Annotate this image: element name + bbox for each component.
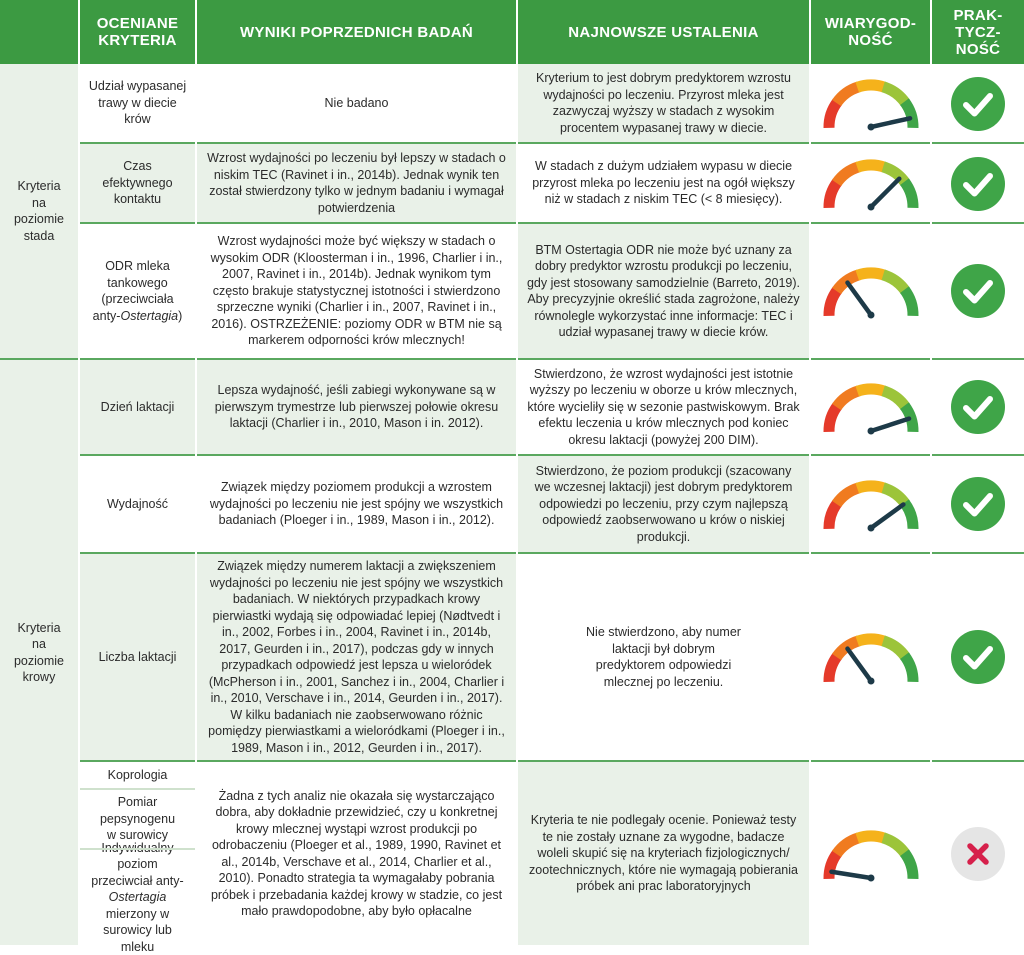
previous-odr-milk: Wzrost wydajności może być większy w stadach o wysokim ODR (Kloosterman i in., 1996, Charlier i in., 2007, Ravinet i in., 2014b). Jednak wynikom tym często brakuje statystycznej istotności i stwierdzono sprzeczne wyniki (Charlier i in., 2007, Ravinet i in., 2016). OSTRZEŻENIE: poziomy ODR w BTM nie są markerem odporności krów mlecznych! xyxy=(197,224,516,358)
gauge-needle xyxy=(847,283,871,315)
column-separator xyxy=(516,0,518,945)
criterion-odr-milk xyxy=(80,224,195,358)
group-divider xyxy=(0,358,1024,360)
practicality-badge xyxy=(950,629,1006,685)
column-separator xyxy=(809,0,811,945)
header-reliability: WIARYGOD-NOŚĆ xyxy=(811,0,930,64)
gauge-segment xyxy=(829,290,838,316)
gauge-segment xyxy=(857,85,885,87)
gauge-needle xyxy=(871,419,909,431)
gauge-hub xyxy=(868,525,875,532)
criterion-yield: Wydajność xyxy=(80,456,195,552)
reliability-gauge xyxy=(818,71,924,135)
latest-yield: Stwierdzono, że poziom produkcji (szacowany we wczesnej laktacji) jest dobrym predyktorem odpowiedzi po leczeniu, przy czym najlepszą odpowiedź zaobserwowano u krów o niskiej produkcji. xyxy=(518,456,809,552)
gauge-needle xyxy=(871,118,910,127)
previous-lactation-number: Związek między numerem laktacji a zwiększeniem wydajności po leczeniu nie jest spójny we wszystkich badaniach. W niektórych przypadkach krowy pierwiastki wydają się odpowiadać lepiej (Nødtvedt i in., 2002, Forbes i in., 2004, Ravinet i in., 2014b, 2017, Geurden i in., 2017), podczas gdy w innych przypadkach odpowiedź jest lepsza u wieloródek (McPherson i in., 2001, Sanchez i in., 2004, Charlier i in., 2010, Verschave i in., 2014, Geurden i in., 2017). W kilku badaniach nie zaobserwowano różnic pomiędzy pierwiastkami a wieloródkami (Ploeger i in., 1989, Mason i in., 2012, Geurden i in., 2017). xyxy=(197,554,516,760)
row-divider xyxy=(80,454,1024,456)
practicality-badge xyxy=(950,826,1006,882)
gauge-segment xyxy=(883,641,905,657)
check-circle xyxy=(951,380,1005,434)
group-herd-label: Kryteria na poziomie stada xyxy=(0,64,78,358)
criterion-antibody-tail: mierzony w surowicy lub mleku xyxy=(103,906,172,954)
reliability-gauge xyxy=(818,259,924,323)
gauge-segment xyxy=(857,639,885,641)
criterion-odr-italic: Ostertagia xyxy=(120,308,179,323)
previous-lactation-day: Lepsza wydajność, jeśli zabiegi wykonywane są w pierwszym trymestrze lub pierwszej połowie okresu laktacji (Charlier i in., 2010, Mason i in. 2012). xyxy=(197,360,516,454)
row-divider xyxy=(80,760,1024,762)
gauge-needle xyxy=(847,649,871,681)
gauge-segment xyxy=(837,167,859,183)
row-divider xyxy=(80,222,1024,224)
gauge-hub xyxy=(868,875,875,882)
latest-contact-time: W stadach z dużym udziałem wypasu w diecie przyrost mleka po leczeniu jest na ogół większy niż w stadach z niskim TEC (< 8 miesięcy). xyxy=(518,144,809,222)
latest-lab-tests: Kryteria te nie podlegały ocenie. Ponieważ testy te nie zostały uznane za wygodne, badacze woleli skupić się na kryteriach fizjologicznych/ zootechnicznych, które nie wymagają pobierania próbek ani prac laboratoryjnych xyxy=(518,762,809,945)
reliability-gauge xyxy=(818,625,924,689)
row-divider xyxy=(80,788,195,790)
gauge-segment xyxy=(837,488,859,504)
gauge-needle xyxy=(831,872,871,878)
latest-grass-share: Kryterium to jest dobrym predyktorem wzrostu wydajności po leczeniu. Przyrost mleka jest zazwyczaj wyższy w stadach z wysokim procentem wypasanej trawy w diecie. xyxy=(518,64,809,142)
latest-lactation-number: Nie stwierdzono, aby numer laktacji był dobrym predyktorem odpowiedzi mlecznej po leczeniu. xyxy=(518,554,809,760)
criterion-antibody-italic: Ostertagia xyxy=(108,890,167,905)
gauge-hub xyxy=(868,678,875,685)
gauge-segment xyxy=(904,503,913,529)
criterion-contact-time: Czas efektywnego kontaktu xyxy=(80,144,195,222)
criterion-antibody-level xyxy=(80,850,195,954)
gauge-hub xyxy=(868,428,875,435)
practicality-badge xyxy=(950,476,1006,532)
header-latest: NAJNOWSZE USTALENIA xyxy=(518,0,809,64)
practicality-badge xyxy=(950,76,1006,132)
reliability-gauge xyxy=(818,375,924,439)
criterion-lactation-number: Liczba laktacji xyxy=(80,554,195,760)
practicality-badge xyxy=(950,156,1006,212)
check-circle xyxy=(951,477,1005,531)
latest-lactation-day: Stwierdzono, że wzrost wydajności jest istotnie wyższy po leczeniu w oborze u krów mlecznych, które wycieliły się w sezonie pastwiskowym. Brak efektu leczenia u krów mlecznych pod koniec okresu laktacji (powyżej 200 DIM). xyxy=(518,360,809,454)
criterion-odr-text: ODR mleka tankowego (przeciwciała anty- xyxy=(92,259,174,323)
gauge-segment xyxy=(837,87,859,103)
column-separator xyxy=(195,0,197,945)
gauge-segment xyxy=(857,486,885,488)
previous-lab-tests: Żadna z tych analiz nie okazała się wystarczająco dobra, aby dokładnie przewidzieć, czy u konkretnej krowy mlecznej wystąpi wzrost produkcji po odrobaczeniu (Ploeger et al., 1989, 1990, Ravinet et al., 2014b, Verschave et al., 2014, Charlier et al., 2010). Ponadto strategia ta wymagałaby pobrania próbek i przebadania każdej krowy w stadzie, co jest mało prawdopodobne, aby było opłacalne xyxy=(197,762,516,945)
gauge-segment xyxy=(883,275,905,291)
gauge-hub xyxy=(868,204,875,211)
check-circle xyxy=(951,264,1005,318)
row-divider xyxy=(80,142,1024,144)
header-previous: WYNIKI POPRZEDNICH BADAŃ xyxy=(197,0,516,64)
gauge-hub xyxy=(868,124,875,131)
group-cow-label: Kryteria na poziomie krowy xyxy=(0,360,78,945)
practicality-badge xyxy=(950,263,1006,319)
criterion-coprology: Koprologia xyxy=(80,762,195,788)
header-blank xyxy=(0,0,78,64)
gauge-segment xyxy=(829,503,838,529)
gauge-segment xyxy=(857,836,885,838)
column-separator xyxy=(930,0,932,945)
gauge-segment xyxy=(857,273,885,275)
criterion-odr-close: ) xyxy=(178,308,183,323)
column-separator xyxy=(78,0,80,945)
gauge-segment xyxy=(829,102,838,128)
gauge-segment xyxy=(883,838,905,854)
gauge-segment xyxy=(837,391,859,407)
gauge-segment xyxy=(857,389,885,391)
gauge-segment xyxy=(904,290,913,316)
row-divider xyxy=(80,848,195,850)
gauge-segment xyxy=(904,102,913,128)
practicality-badge xyxy=(950,379,1006,435)
gauge-segment xyxy=(883,488,905,504)
gauge-segment xyxy=(904,853,913,879)
gauge-segment xyxy=(904,656,913,682)
gauge-segment xyxy=(883,391,905,407)
previous-yield: Związek między poziomem produkcji a wzrostem wydajności po leczeniu nie jest spójny we wszystkich badaniach (Ploeger i in., 1989, Mason i in., 2012). xyxy=(197,456,516,552)
gauge-segment xyxy=(829,853,838,879)
header-practicality: PRAK-TYCZ-NOŚĆ xyxy=(932,0,1024,64)
gauge-segment xyxy=(883,87,905,103)
header-criteria: OCENIANE KRYTERIA xyxy=(80,0,195,64)
gauge-segment xyxy=(829,182,838,208)
reliability-gauge xyxy=(818,472,924,536)
check-circle xyxy=(951,630,1005,684)
reliability-gauge xyxy=(818,822,924,886)
gauge-needle xyxy=(871,179,899,207)
gauge-hub xyxy=(868,312,875,319)
gauge-segment xyxy=(837,838,859,854)
gauge-segment xyxy=(829,656,838,682)
gauge-segment xyxy=(829,406,838,432)
criterion-pepsinogen: Pomiar pepsynogenu w surowicy xyxy=(80,790,195,848)
check-circle xyxy=(951,77,1005,131)
previous-grass-share: Nie badano xyxy=(197,64,516,142)
criterion-lactation-day: Dzień laktacji xyxy=(80,360,195,454)
criterion-grass-share: Udział wypasanej trawy w diecie krów xyxy=(80,64,195,142)
gauge-needle xyxy=(871,504,903,528)
gauge-segment xyxy=(904,182,913,208)
check-circle xyxy=(951,157,1005,211)
previous-contact-time: Wzrost wydajności po leczeniu był lepszy w stadach o niskim TEC (Ravinet i in., 2014b). Jednak wynik ten został stwierdzony tylko w jednym badaniu i wymagał potwierdzenia xyxy=(197,144,516,222)
latest-odr-milk: BTM Ostertagia ODR nie może być uznany za dobry predyktor wzrostu produkcji po leczeniu, gdy jest stosowany samodzielnie (Barreto, 2019). Aby precyzyjnie określić stada zagrożone, należy równolegle wykorzystać inne informacje: TEC i udział wypasanej trawy w diecie krów. xyxy=(518,224,809,358)
criterion-antibody-text: poziom przeciwciał anty- xyxy=(91,857,184,888)
reliability-gauge xyxy=(818,151,924,215)
row-divider xyxy=(80,552,1024,554)
gauge-segment xyxy=(857,165,885,167)
